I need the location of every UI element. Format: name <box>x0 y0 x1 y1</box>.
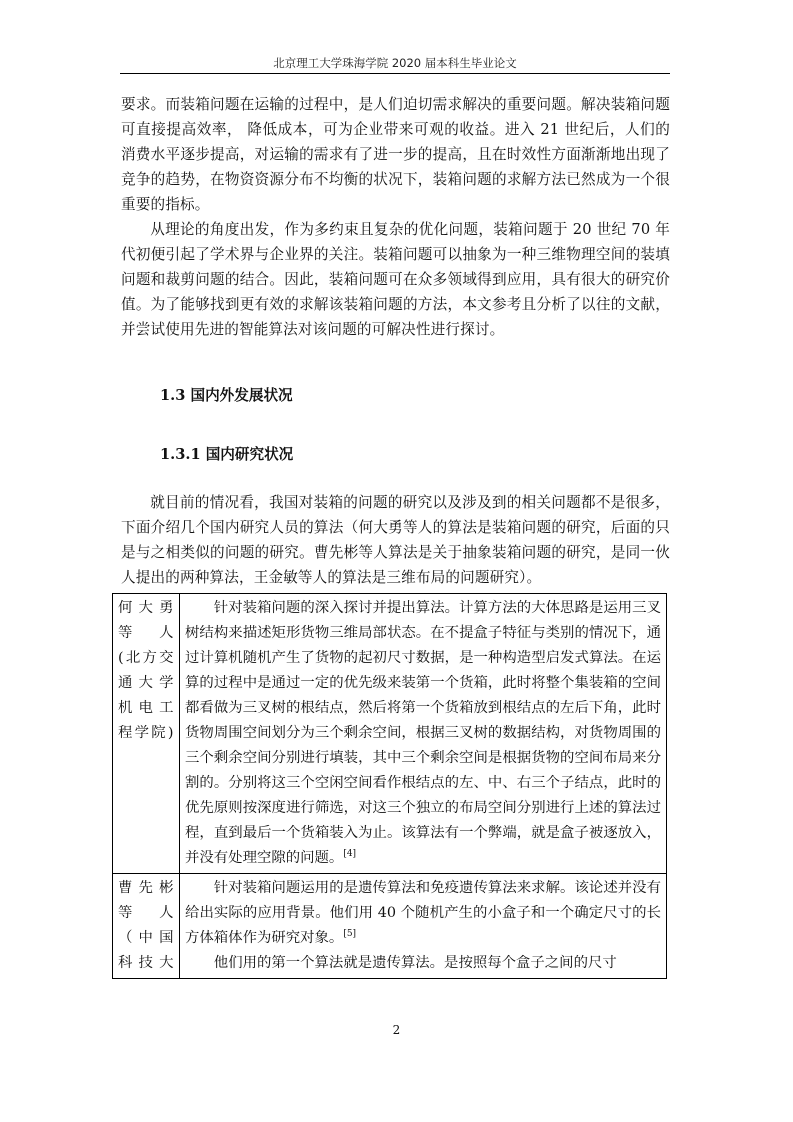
paragraph-3: 就目前的情况看，我国对装箱的问题的研究以及涉及到的相关问题都不是很多，下面介绍几个国内研究人员的算法（何大勇等人的算法是装箱问题的研究，后面的只是与之相类似的问题的研究。曹先彬等人算法是关于抽象装箱问题的研究，是同一伙人提出的两种算法，王金敏等人的算法是三维布局的问题研究）。 <box>121 494 670 586</box>
table-row <box>113 594 667 874</box>
description-cell <box>180 874 667 979</box>
page-header: 北京理工大学珠海学院 2020 届本科生毕业论文 <box>273 56 517 70</box>
description-cell <box>180 594 667 874</box>
body-text-top <box>121 92 670 342</box>
page-number: 2 <box>392 1023 401 1037</box>
table-row <box>113 874 667 979</box>
reference-mark: [4] <box>343 849 357 860</box>
description-text: 针对装箱问题的深入探讨并提出算法。计算方法的大体思路是运用三叉树结构来描述矩形货物三维局部状态。在不提盒子特征与类别的情况下，通过计算机随机产生了货物的起初尺寸数据，是一种构造型启发式算法。在运算的过程中是通过一定的优先级来装第一个货箱，此时将整个集装箱的空间都看做为三叉树的根结点，然后将第一个货箱放到根结点的左后下角，此时货物周围空间划分为三个剩余空间，根据三叉树的数据结构，对货物周围的三个剩余空间分别进行填装，其中三个剩余空间是根据货物的空间布局来分割的。分别将这三个空闲空间看作根结点的左、中、右三个子结点，此时的优先原则按深度进行筛选，对这三个独立的布局空间分别进行上述的算法过程，直到最后一个货箱装入为止。该算法有一个弊端，就是盒子被逐放入，并没有处理空隙的问题。 <box>185 600 661 866</box>
header-rule <box>120 73 670 74</box>
body-text-intro <box>121 490 670 590</box>
researcher-cell: 曹先彬等 人（中国科技大 <box>113 874 180 979</box>
subsection-heading: 1.3.1 国内研究状况 <box>160 446 294 463</box>
research-table <box>112 593 667 979</box>
reference-mark: [5] <box>343 929 357 940</box>
paragraph-1: 要求。而装箱问题在运输的过程中，是人们迫切需求解决的重要问题。解决装箱问题可直接提高效率， 降低成本，可为企业带来可观的收益。进入 21 世纪后，人们的消费水平逐步提高，对运输的需求有了进一步的提高，且在时效性方面渐渐地出现了竞争的趋势，在物资资源分布不均衡的状况下，装箱问题的求解方法已然成为一个很重要的指标。 <box>121 96 670 213</box>
description-text: 他们用的第一个算法就是遗传算法。是按照每个盒子之间的尺寸 <box>213 955 617 971</box>
paragraph-2: 从理论的角度出发，作为多约束且复杂的优化问题，装箱问题于 20 世纪 70 年代初便引起了学术界与企业界的关注。装箱问题可以抽象为一种三维物理空间的装填问题和裁剪问题的结合。因此，装箱问题可在众多领域得到应用，具有很大的研究价值。为了能够找到更有效的求解该装箱问题的方法，本文参考且分析了以往的文献，并尝试使用先进的智能算法对该问题的可解决性进行探讨。 <box>121 221 670 338</box>
section-heading: 1.3 国内外发展状况 <box>160 387 293 404</box>
researcher-cell: 何大勇等 人(北方交通大学机电工程学院) <box>113 594 180 874</box>
description-text: 针对装箱问题运用的是遗传算法和免疫遗传算法来求解。该论述并没有给出实际的应用背景。他们用 40 个随机产生的小盒子和一个确定尺寸的长方体箱体作为研究对象。 <box>185 880 661 946</box>
